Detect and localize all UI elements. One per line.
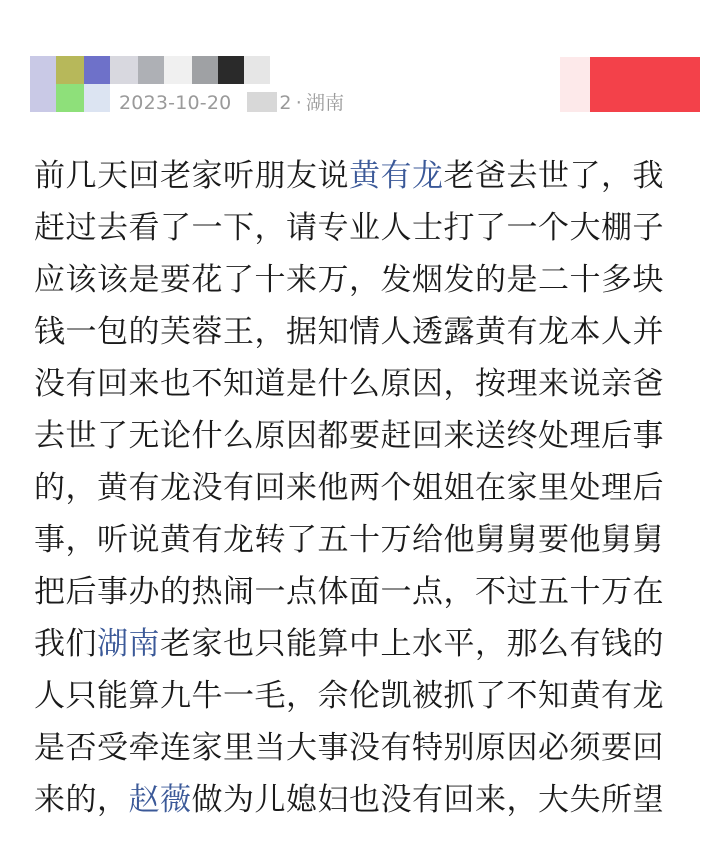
article-text: 是否受牵连家里当大事没有特别原因必须要回 — [34, 730, 664, 766]
blurred-text — [247, 92, 277, 112]
topic-link[interactable]: 湖南 — [97, 626, 160, 662]
article-text: 来的， — [34, 782, 129, 818]
article-line — [34, 358, 704, 410]
topic-link[interactable]: 黄有龙 — [349, 158, 444, 194]
post-header — [0, 0, 720, 130]
article-line — [34, 618, 704, 670]
article-text: 老爸去世了，我 — [443, 158, 664, 194]
topic-link[interactable]: 赵薇 — [128, 782, 192, 818]
article-text: 前几天回老家听朋友说 — [34, 158, 349, 194]
partial-hidden-text: 2 — [279, 92, 292, 114]
post-location: 湖南 — [305, 92, 345, 114]
article-line — [34, 462, 704, 514]
article-text: 我们 — [34, 626, 97, 662]
article-line — [34, 514, 704, 566]
article-text: 没有回来也不知道是什么原因，按理来说亲爸 — [34, 366, 664, 402]
article-text: 人只能算九牛一毛，佘伦凯被抓了不知黄有龙 — [34, 678, 664, 714]
article-line — [34, 254, 704, 306]
article-text: 钱一包的芙蓉王，据知情人透露黄有龙本人并 — [34, 314, 664, 350]
article-line — [34, 202, 704, 254]
article-line — [34, 722, 704, 774]
article-line — [34, 670, 704, 722]
article-line — [34, 410, 704, 462]
post-meta — [119, 89, 344, 117]
article-text: 应该该是要花了十来万，发烟发的是二十多块 — [34, 262, 664, 298]
article-text: 赶过去看了一下，请专业人士打了一个大棚子 — [34, 210, 664, 246]
article-text: 把后事办的热闹一点体面一点，不过五十万在 — [34, 574, 664, 610]
meta-separator: · — [295, 92, 302, 114]
post-date: 2023-10-20 — [119, 92, 232, 114]
article-text: 事，听说黄有龙转了五十万给他舅舅要他舅舅 — [34, 522, 664, 558]
article-body — [34, 150, 704, 826]
article-text: 老家也只能算中上水平，那么有钱的 — [160, 626, 664, 662]
blurred-follow-button-edge — [560, 57, 590, 112]
article-text: 的，黄有龙没有回来他两个姐姐在家里处理后 — [34, 470, 664, 506]
blurred-follow-button[interactable] — [590, 57, 700, 112]
article-line — [34, 566, 704, 618]
article-line — [34, 306, 704, 358]
article-line — [34, 774, 704, 826]
article-text: 做为儿媳妇也没有回来，大失所望 — [191, 782, 664, 818]
article-line — [34, 150, 704, 202]
article-text: 去世了无论什么原因都要赶回来送终处理后事 — [34, 418, 664, 454]
